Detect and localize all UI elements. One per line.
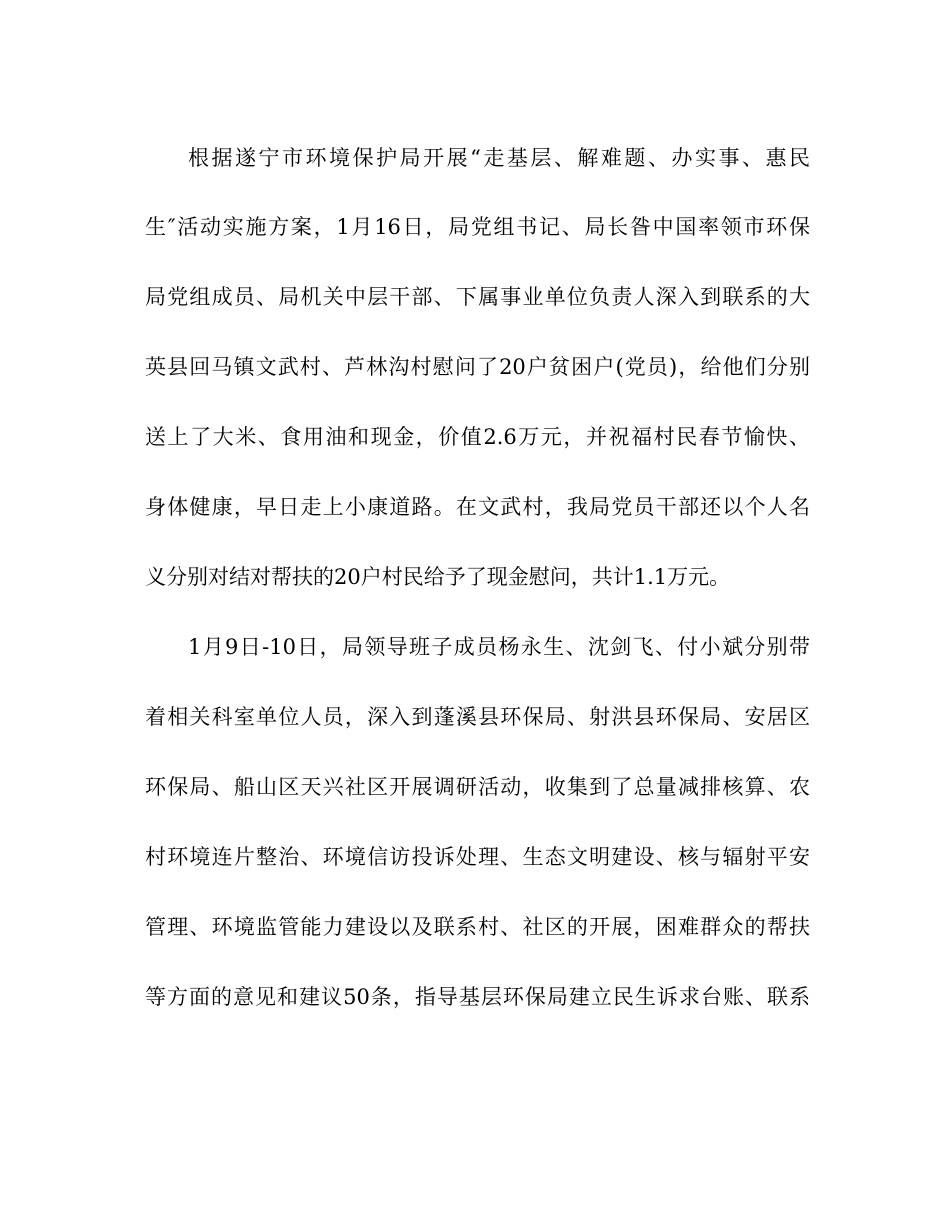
paragraph-2-line-6: 等方面的意见和建议50条，指导基层环保局建立民生诉求台账、联系 — [145, 985, 810, 1009]
paragraph-1-line-2: 生″活动实施方案，1月16日，局党组书记、局长昝中国率领市环保 — [145, 215, 810, 239]
paragraph-2-line-3: 环保局、船山区天兴社区开展调研活动，收集到了总量减排核算、农 — [145, 775, 810, 799]
paragraph-2-line-1: 1月9日-10日，局领导班子成员杨永生、沈剑飞、付小斌分别带 — [188, 635, 810, 659]
paragraph-2-line-2: 着相关科室单位人员，深入到蓬溪县环保局、射洪县环保局、安居区 — [145, 705, 810, 729]
paragraph-1-line-5: 送上了大米、食用油和现金，价值2.6万元，并祝福村民春节愉快、 — [145, 425, 810, 449]
paragraph-1-line-1: 根据遂宁市环境保护局开展“走基层、解难题、办实事、惠民 — [188, 146, 810, 170]
paragraph-2-line-4: 村环境连片整治、环境信访投诉处理、生态文明建设、核与辐射平安 — [145, 845, 810, 869]
paragraph-1-line-3: 局党组成员、局机关中层干部、下属事业单位负责人深入到联系的大 — [145, 285, 810, 309]
paragraph-2-line-5: 管理、环境监管能力建设以及联系村、社区的开展，困难群众的帮扶 — [145, 915, 810, 939]
paragraph-1-line-7: 义分别对结对帮扶的20户村民给予了现金慰问，共计1.1万元。 — [145, 565, 731, 589]
paragraph-1-line-4: 英县回马镇文武村、芦林沟村慰问了20户贫困户(党员)，给他们分别 — [145, 355, 810, 379]
paragraph-1-line-6: 身体健康，早日走上小康道路。在文武村，我局党员干部还以个人名 — [145, 495, 810, 519]
